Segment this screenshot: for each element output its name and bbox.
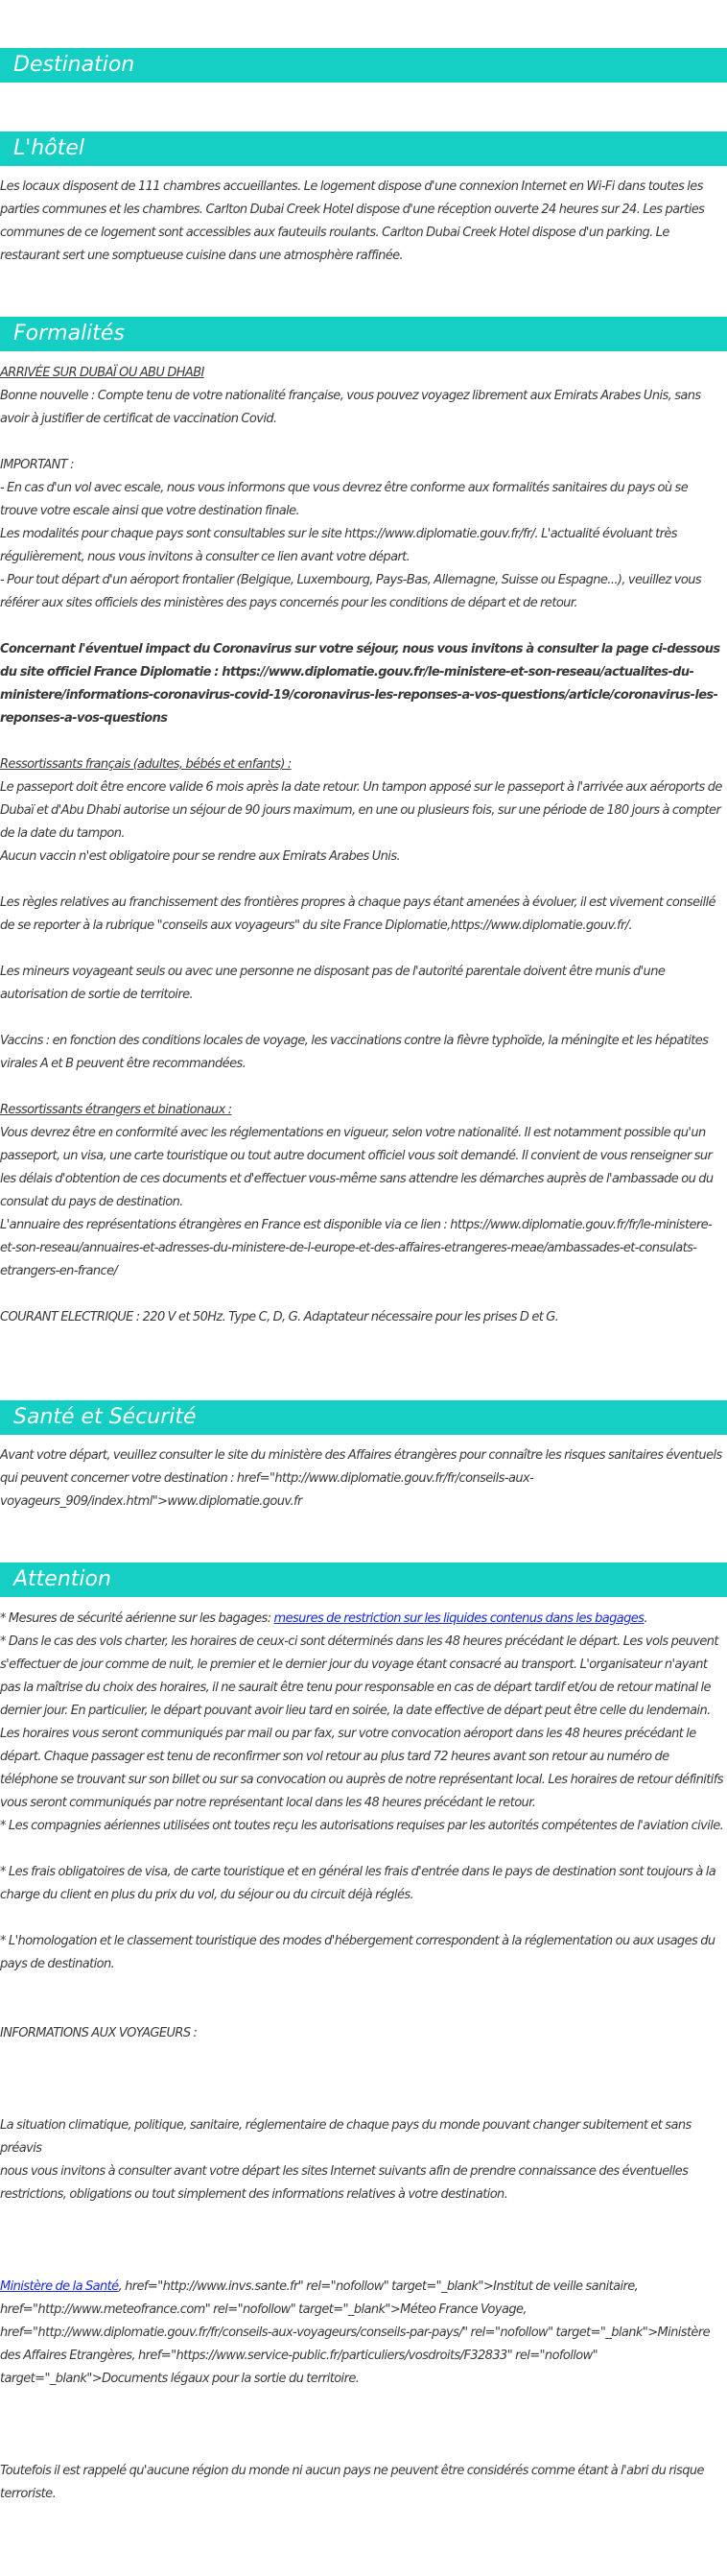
info-voyageurs-label: INFORMATIONS AUX VOYAGEURS : xyxy=(0,2026,198,2040)
arrival-text: Bonne nouvelle : Compte tenu de votre nationalité française, vous pouvez voyagez librement aux Emirats Arabes Unis, sans avoir à justifier de certificat de vaccination Covid. xyxy=(0,389,701,426)
arrival-heading: ARRIVÉE SUR DUBAÏ OU ABU DHABI xyxy=(0,366,204,380)
bagages-item xyxy=(0,1608,727,1631)
french-nationals-text: Le passeport doit être encore valide 6 mois après la date retour. Un tampon apposé sur le passeport à l'arrivée aux aéroports de Dubaï et d'Abu Dhabi autorise un séjour de 90 jours maximum, en une ou plusieurs fois, sur une période de 180 jours à compter de la date du tampon. xyxy=(0,780,722,841)
useful-links xyxy=(0,2276,727,2391)
french-nationals-vaccine: Aucun vaccin n'est obligatoire pour se rendre aux Emirats Arabes Unis. xyxy=(0,849,401,864)
ministere-sante-link[interactable]: Ministère de la Santé xyxy=(0,2279,119,2294)
homologation-item: * L'homologation et le classement touristique des modes d'hébergement correspondent à la réglementation ou aux usages du pays de destination. xyxy=(0,1934,715,1971)
formalites-content xyxy=(0,362,727,1329)
info-situation: La situation climatique, politique, sanitaire, réglementaire de chaque pays du monde pouvant changer subitement et sans préavis xyxy=(0,2118,692,2156)
important-label: IMPORTANT : xyxy=(0,458,74,472)
vaccins-text: Vaccins : en fonction des conditions locales de voyage, les vaccinations contre la fièvre typhoïde, la méningite et les hépatites virales A et B peuvent être recommandées. xyxy=(0,1034,709,1071)
section-header-destination: Destination xyxy=(0,48,727,83)
sante-text: Avant votre départ, veuillez consulter le site du ministère des Affaires étrangères pour connaître les risques sanitaires éventuels qui peuvent concerner votre destination : href="http://www.diplomatie.gouv.fr/fr/conseils-aux-voyageurs_909/index.html">www.diplomatie.gouv.fr xyxy=(0,1448,722,1509)
useful-links-rest: , href="http://www.invs.sante.fr" rel="nofollow" target="_blank">Institut de veille sanitaire, href="http://www.meteofrance.com" rel="nofollow" target="_blank">Méteo France Voyage, href="http://www.diplomatie.gouv.fr/fr/conseils-aux-voyageurs/conseils-par-pays/" rel="nofollow" target="_blank">Ministère des Affaires Etrangères, href="https://www.service-public.fr/particuliers/vosdroits/F32833" rel="nofollow" target="_blank">Documents légaux pour la sortie du territoire. xyxy=(0,2279,710,2386)
courant-electrique: COURANT ELECTRIQUE : 220 V et 50Hz. Type C, D, G. Adaptateur nécessaire pour les prises D et G. xyxy=(0,1310,559,1324)
important-frontalier: - Pour tout départ d'un aéroport frontalier (Belgique, Luxembourg, Pays-Bas, Allemagne, Suisse ou Espagne...), veuillez vous référer aux sites officiels des ministères des pays concernés pour les conditions de départ et de retour. xyxy=(0,573,702,610)
terrorism-notice: Toutefois il est rappelé qu'aucune région du monde ni aucun pays ne peuvent être considérés comme étant à l'abri du risque terroriste. xyxy=(0,2464,704,2501)
section-header-formalites: Formalités xyxy=(0,317,727,351)
frais-item: * Les frais obligatoires de visa, de carte touristique et en général les frais d'entrée dans le pays de destination sont toujours à la charge du client en plus du prix du vol, du séjour ou du circuit déjà réglés. xyxy=(0,1865,716,1902)
compagnies-item: * Les compagnies aériennes utilisées ont toutes reçu les autorisations requises par les autorités compétentes de l'aviation civile. xyxy=(0,1819,724,1833)
minors-text: Les mineurs voyageant seuls ou avec une personne ne disposant pas de l'autorité parentale doivent être munis d'une autorisation de sortie de territoire. xyxy=(0,965,666,1002)
sante-content xyxy=(0,1444,727,1514)
borders-text: Les règles relatives au franchissement des frontières propres à chaque pays étant amenées à évoluer, il est vivement conseillé de se reporter à la rubrique "conseils aux voyageurs" du site France Diplomatie,https://www.diplomatie.gouv.fr/. xyxy=(0,895,715,933)
covid-notice: Concernant l'éventuel impact du Coronavirus sur votre séjour, nous vous invitons à consulter la page ci-dessous du site officiel France Diplomatie : https://www.diplomatie.gouv.fr/le-ministere-et-son-reseau/actualites-du-ministere/informations-coronavirus-covid-19/coronavirus-les-reponses-a-vos-questions/article/coronavirus-les-reponses-a-vos-questions xyxy=(0,642,720,726)
section-header-hotel: L'hôtel xyxy=(0,131,727,166)
hotel-text: Les locaux disposent de 111 chambres accueillantes. Le logement dispose d'une connexion Internet en Wi-Fi dans toutes les parties communes et les chambres. Carlton Dubai Creek Hotel dispose d'une réception ouverte 24 heures sur 24. Les parties communes de ce logement sont accessibles aux fauteuils roulants. Carlton Dubai Creek Hotel dispose d'un parking. Le restaurant sert une somptueuse cuisine dans une atmosphère raffinée. xyxy=(0,179,705,263)
liquides-restriction-link[interactable]: mesures de restriction sur les liquides contenus dans les bagages xyxy=(273,1611,645,1626)
bagages-suffix: . xyxy=(644,1611,647,1626)
important-escale: - En cas d'un vol avec escale, nous vous informons que vous devrez être conforme aux formalités sanitaires du pays où se trouve votre escale ainsi que votre destination finale. xyxy=(0,481,689,518)
foreign-nationals-heading: Ressortissants étrangers et binationaux : xyxy=(0,1103,232,1117)
bagages-prefix: * Mesures de sécurité aérienne sur les bagages: xyxy=(0,1611,274,1626)
section-header-sante: Santé et Sécurité xyxy=(0,1400,727,1435)
info-consulter: nous vous invitons à consulter avant votre départ les sites Internet suivants afin de prendre connaissance des éventuelles restrictions, obligations ou tout simplement des informations relatives à votre destination. xyxy=(0,2164,689,2202)
section-header-attention: Attention xyxy=(0,1562,727,1597)
foreign-annuaire: L'annuaire des représentations étrangères en France est disponible via ce lien : https://www.diplomatie.gouv.fr/fr/le-ministere-et-son-reseau/annuaires-et-adresses-du-ministere-de-l-europe-et-des-affaires-etrangeres-meae/ambassades-et-consulats-etrangers-en-france/ xyxy=(0,1218,713,1278)
important-modalites: Les modalités pour chaque pays sont consultables sur le site https://www.diplomatie.gouv.fr/fr/. L'actualité évoluant très régulièrement, nous vous invitons à consulter ce lien avant votre départ. xyxy=(0,527,677,564)
foreign-nationals-text: Vous devrez être en conformité avec les réglementations en vigueur, selon votre nationalité. Il est notamment possible qu'un passeport, un visa, une carte touristique ou tout autre document officiel vous soit demandé. Il convient de vous renseigner sur les délais d'obtention de ces documents et d'effectuer vous-même sans attendre les démarches auprès de l'ambassade ou du consulat du pays de destination. xyxy=(0,1126,714,1209)
attention-content xyxy=(0,1608,727,2506)
french-nationals-heading: Ressortissants français (adultes, bébés et enfants) : xyxy=(0,757,292,772)
charter-item: * Dans le cas des vols charter, les horaires de ceux-ci sont déterminés dans les 48 heures précédant le départ. Les vols peuvent s'effectuer de jour comme de nuit, le premier et le dernier jour du voyage étant consacré au transport. L'organisateur n'ayant pas la maîtrise du choix des horaires, il ne saurait être tenu pour responsable en cas de départ tardif et/ou de retour matinal le dernier jour. En particulier, le départ pouvant avoir lieu tard en soirée, la date effective de départ peut être celle du lendemain. Les horaires vous seront communiqués par mail ou par fax, sur votre convocation aéroport dans les 48 heures précédant le départ. Chaque passager est tenu de reconfirmer son vol retour au plus tard 72 heures avant son retour au numéro de téléphone se trouvant sur son billet ou sur sa convocation ou auprès de notre représentant local. Les horaires de retour définitifs vous seront communiqués par notre représentant local dans les 48 heures précédant le retour. xyxy=(0,1634,723,1810)
hotel-description xyxy=(0,176,727,268)
